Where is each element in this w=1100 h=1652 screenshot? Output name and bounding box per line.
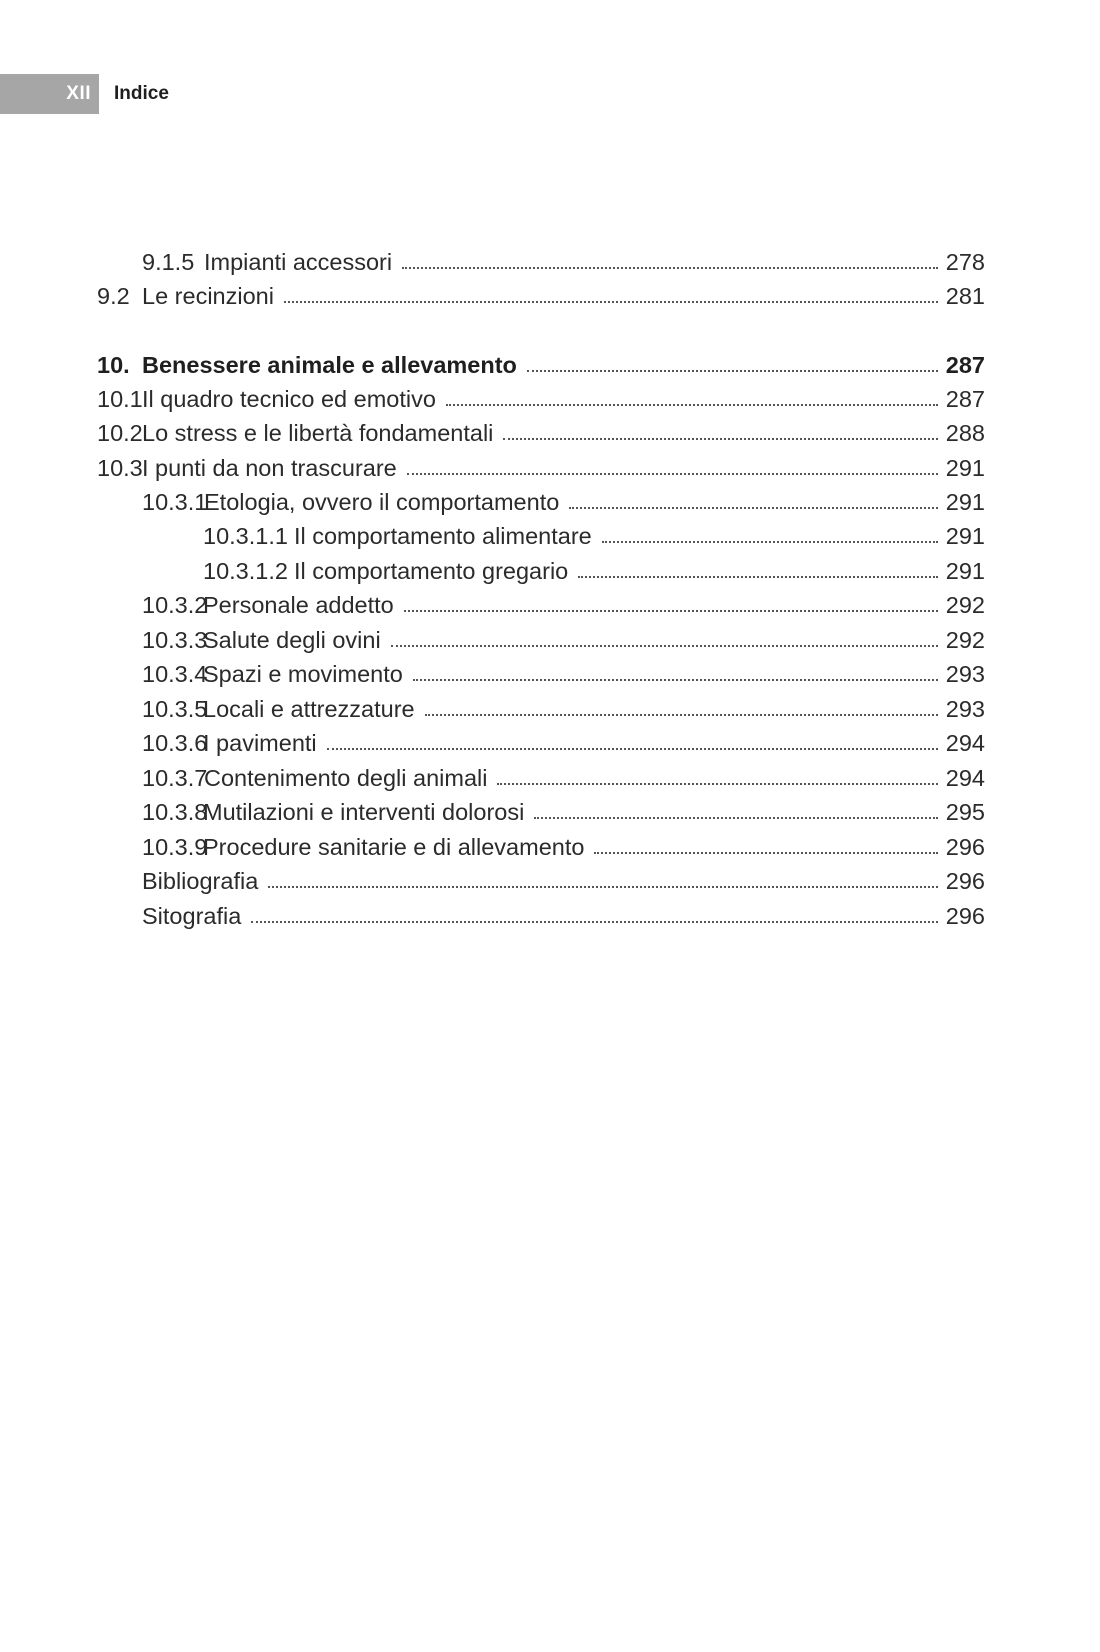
toc-entry-page: 291 (945, 523, 985, 549)
toc-entry-title: Impianti accessori (204, 249, 393, 275)
dot-leader (268, 886, 938, 888)
toc-entry-bibliografia[interactable] (142, 864, 985, 898)
dot-leader (284, 301, 938, 303)
toc-entry-page: 294 (945, 730, 985, 756)
toc-entry-10-2[interactable] (97, 416, 985, 450)
toc-entry-number: 10.3.1.1 (203, 523, 288, 549)
dot-leader (497, 783, 937, 785)
toc-entry-title: Le recinzioni (142, 283, 274, 309)
toc-entry-10-3-1[interactable] (142, 485, 985, 519)
toc-entry-number: 10.3.1 (142, 489, 208, 515)
toc-entry-title: Lo stress e le libertà fondamentali (142, 420, 494, 446)
toc-entry-number: 10.3.8 (142, 799, 208, 825)
toc-entry-page: 296 (945, 868, 985, 894)
toc-entry-page: 291 (945, 455, 985, 481)
dot-leader (446, 404, 938, 406)
toc-entry-page: 296 (945, 903, 985, 929)
toc-entry-page: 288 (945, 420, 985, 446)
toc-entry-page: 292 (945, 592, 985, 618)
dot-leader (251, 921, 938, 923)
toc-entry-10-1[interactable] (97, 382, 985, 416)
toc-entry-number: 10.3.6 (142, 730, 208, 756)
toc-entry-sitografia[interactable] (142, 899, 985, 933)
toc-entry-number: 10.1 (97, 386, 143, 412)
toc-entry-number: 10.3.7 (142, 765, 208, 791)
toc-entry-page: 293 (945, 696, 985, 722)
toc-entry-number: 10.3.1.2 (203, 558, 288, 584)
toc-entry-10-3-1-1[interactable] (203, 519, 985, 553)
toc-entry-title: Spazi e movimento (203, 661, 403, 687)
toc-entry-10-3-3[interactable] (142, 623, 985, 657)
toc-entry-10-3-5[interactable] (142, 692, 985, 726)
toc-entry-10-3[interactable] (97, 451, 985, 485)
toc-entry-title: I pavimenti (203, 730, 317, 756)
dot-leader (569, 507, 937, 509)
toc-entry-title: I punti da non trascurare (142, 455, 397, 481)
toc-entry-page: 287 (945, 386, 985, 412)
toc-entry-number: 10.3.5 (142, 696, 208, 722)
toc-entry-page: 291 (945, 489, 985, 515)
toc-entry-10-3-8[interactable] (142, 795, 985, 829)
toc-entry-number: 10.3.3 (142, 627, 208, 653)
toc-entry-title: Il comportamento gregario (293, 558, 569, 584)
toc-entry-number: 9.2 (97, 283, 130, 309)
dot-leader (402, 267, 938, 269)
toc-entry-title: Contenimento degli animali (204, 765, 488, 791)
toc-entry-title: Locali e attrezzature (203, 696, 415, 722)
dot-leader (602, 541, 938, 543)
dot-leader (391, 645, 938, 647)
toc-entry-10-3-9[interactable] (142, 830, 985, 864)
toc-chapter-10[interactable] (97, 348, 985, 382)
dot-leader (527, 370, 938, 372)
toc-entry-10-3-6[interactable] (142, 726, 985, 760)
dot-leader (503, 438, 937, 440)
section-title: Indice (114, 83, 169, 104)
toc-entry-10-3-2[interactable] (142, 588, 985, 622)
dot-leader (534, 817, 937, 819)
toc-entry-page: 292 (945, 627, 985, 653)
dot-leader (404, 610, 938, 612)
toc-entry-title: Benessere animale e allevamento (142, 352, 517, 378)
toc-entry-10-3-1-2[interactable] (203, 554, 985, 588)
toc-entry-number: 10.3 (97, 455, 143, 481)
toc-entry-10-3-4[interactable] (142, 657, 985, 691)
toc-entry-title: Etologia, ovvero il comportamento (204, 489, 560, 515)
page-number: XII (66, 83, 91, 104)
toc-entry-title: Personale addetto (203, 592, 394, 618)
toc-entry-title: Il comportamento alimentare (293, 523, 592, 549)
toc-entry-page: 291 (945, 558, 985, 584)
dot-leader (327, 748, 938, 750)
toc-entry-page: 281 (945, 283, 985, 309)
toc-entry-page: 278 (945, 249, 985, 275)
toc-entry-page: 296 (945, 834, 985, 860)
toc-entry-9-2[interactable] (97, 279, 985, 313)
dot-leader (578, 576, 938, 578)
toc-entry-page: 293 (945, 661, 985, 687)
dot-leader (425, 714, 938, 716)
toc-entry-title: Mutilazioni e interventi dolorosi (203, 799, 525, 825)
toc-entry-title: Bibliografia (142, 868, 259, 894)
toc-entry-title: Procedure sanitarie e di allevamento (203, 834, 585, 860)
toc-entry-number: 10.2 (97, 420, 143, 446)
dot-leader (594, 852, 937, 854)
toc-entry-9-1-5[interactable] (142, 245, 985, 279)
toc-entry-title: Il quadro tecnico ed emotivo (142, 386, 436, 412)
dot-leader (407, 473, 938, 475)
toc-entry-10-3-7[interactable] (142, 761, 985, 795)
toc-entry-title: Salute degli ovini (203, 627, 381, 653)
toc-entry-number: 10.3.9 (142, 834, 208, 860)
toc-entry-page: 287 (945, 352, 985, 378)
toc-entry-number: 9.1.5 (142, 249, 195, 275)
toc-entry-number: 10.3.2 (142, 592, 208, 618)
toc-entry-number: 10. (97, 352, 130, 378)
toc-entry-page: 295 (945, 799, 985, 825)
toc-entry-page: 294 (945, 765, 985, 791)
toc-entry-number: 10.3.4 (142, 661, 208, 687)
dot-leader (413, 679, 938, 681)
toc-entry-title: Sitografia (142, 903, 242, 929)
